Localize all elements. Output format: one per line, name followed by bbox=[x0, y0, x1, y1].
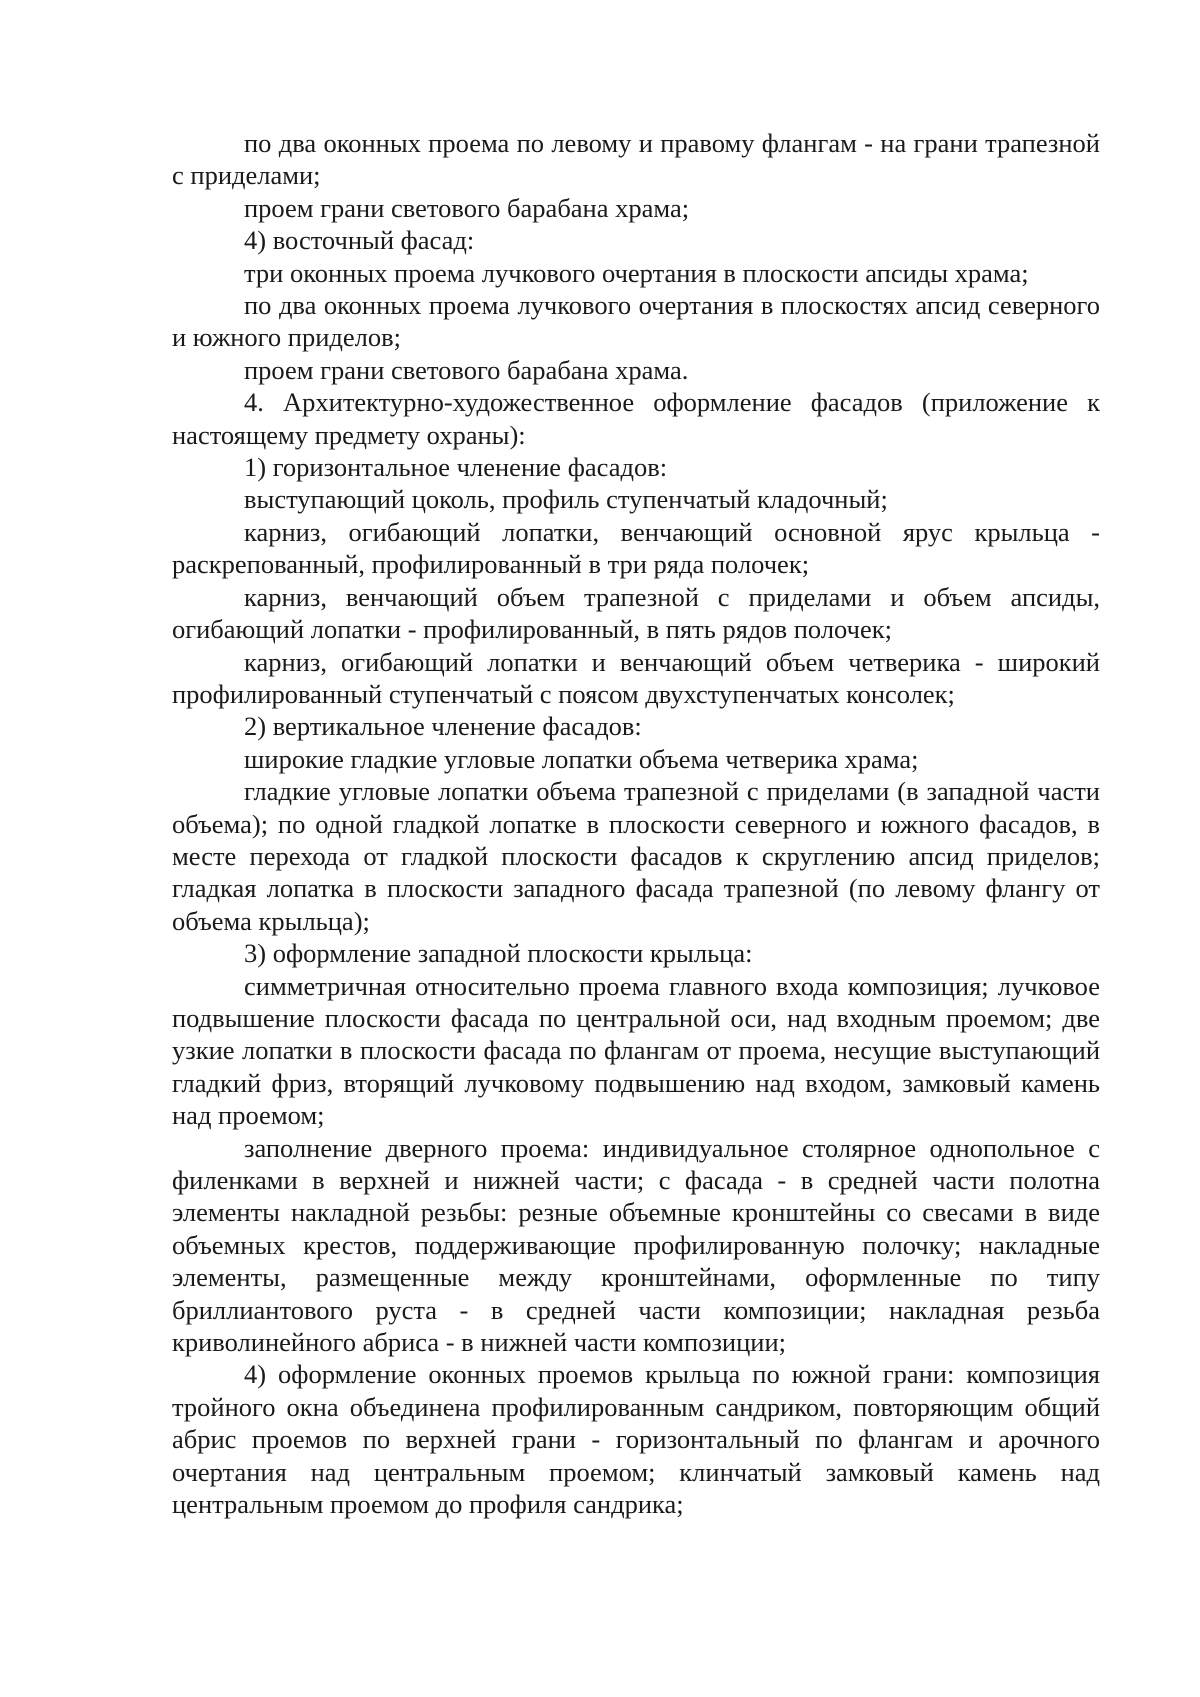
paragraph: 4. Архитектурно-художественное оформление фасадов (приложение к настоящему предмету охраны): bbox=[172, 387, 1100, 450]
paragraph: заполнение дверного проема: индивидуальное столярное однопольное с филенками в верхней и нижней части; с фасада - в средней части полотна элементы накладной резьбы: резные объемные кронштейны со свесами в виде объемных крестов, поддерживающие профилированную полочку; накладные элементы, размещенные между кронштейнами, оформленные по типу бриллиантового руста - в средней части композиции; накладная резьба криволинейного абриса - в нижней части композиции; bbox=[172, 1132, 1100, 1358]
paragraph: 1) горизонтальное членение фасадов: bbox=[244, 452, 668, 483]
paragraph: выступающий цоколь, профиль ступенчатый кладочный; bbox=[244, 484, 888, 515]
paragraph: по два оконных проема лучкового очертания в плоскостях апсид северного и южного приделов; bbox=[172, 290, 1100, 353]
paragraph: 4) восточный фасад: bbox=[244, 225, 475, 256]
paragraph: 4) оформление оконных проемов крыльца по южной грани: композиция тройного окна объединена профилированным сандриком, повторяющим общий абрис проемов по верхней грани - горизонтальный по флангам и арочного очертания над центральным проемом; клинчатый замковый камень над центральным проемом до профиля сандрика; bbox=[172, 1359, 1100, 1520]
paragraph: 2) вертикальное членение фасадов: bbox=[244, 711, 642, 742]
paragraph: по два оконных проема по левому и правому флангам - на грани трапезной с приделами; bbox=[172, 128, 1100, 191]
paragraph: карниз, огибающий лопатки и венчающий объем четверика - широкий профилированный ступенчатый с поясом двухступенчатых консолек; bbox=[172, 646, 1100, 709]
paragraph: гладкие угловые лопатки объема трапезной с приделами (в западной части объема); по одной гладкой лопатке в плоскости северного и южного фасадов, в месте перехода от гладкой плоскости фасадов к скруглению апсид приделов; гладкая лопатка в плоскости западного фасада трапезной (по левому флангу от объема крыльца); bbox=[172, 776, 1100, 936]
paragraph: широкие гладкие угловые лопатки объема четверика храма; bbox=[244, 743, 919, 774]
paragraph: симметричная относительно проема главного входа композиция; лучковое подвышение плоскости фасада по центральной оси, над входным проемом; две узкие лопатки в плоскости фасада по флангам от проема, несущие выступающий гладкий фриз, вторящий лучковому подвышению над входом, замковый камень над проемом; bbox=[172, 970, 1100, 1131]
document-page bbox=[172, 127, 1100, 1520]
paragraph: три оконных проема лучкового очертания в плоскости апсиды храма; bbox=[244, 257, 1029, 288]
paragraph: проем грани светового барабана храма; bbox=[244, 192, 690, 223]
paragraph: карниз, огибающий лопатки, венчающий основной ярус крыльца - раскрепованный, профилированный в три ряда полочек; bbox=[172, 516, 1100, 580]
paragraph: 3) оформление западной плоскости крыльца: bbox=[244, 938, 753, 969]
paragraph: проем грани светового барабана храма. bbox=[244, 354, 689, 385]
paragraph: карниз, венчающий объем трапезной с приделами и объем апсиды, огибающий лопатки - профилированный, в пять рядов полочек; bbox=[172, 581, 1100, 645]
